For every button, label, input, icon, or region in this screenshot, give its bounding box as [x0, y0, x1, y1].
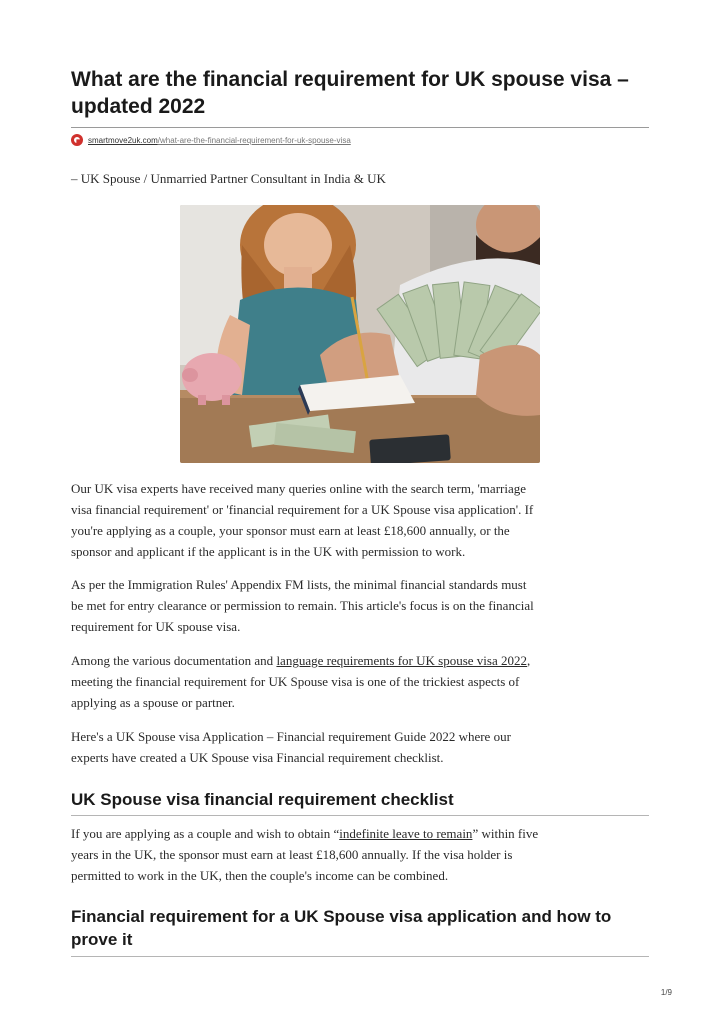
appendix-fm-paragraph: [71, 574, 649, 637]
checklist-divider: [71, 815, 649, 816]
article-subtitle: – UK Spouse / Unmarried Partner Consultant in India & UK: [71, 171, 386, 186]
paragraph-text: ,: [527, 653, 531, 668]
intro-paragraph: [71, 478, 649, 562]
source-url[interactable]: [71, 133, 351, 147]
hero-photo: [180, 205, 540, 463]
paragraph-line: permitted to work in the UK, then the couple's income can be combined.: [71, 868, 449, 883]
paragraph-line: requirement for UK spouse visa.: [71, 619, 241, 634]
language-requirements-link[interactable]: language requirements for UK spouse visa 2022: [276, 653, 527, 668]
paragraph-text: ” within five: [472, 826, 539, 841]
paragraph-line: As per the Immigration Rules' Appendix FM lists, the minimal financial standards must: [71, 577, 527, 592]
checklist-heading: UK Spouse visa financial requirement checklist: [71, 790, 454, 809]
paragraph-line: [71, 823, 649, 844]
page-number: 1/9: [660, 988, 672, 997]
paragraph-line: Here's a UK Spouse visa Application – Financial requirement Guide 2022 where our: [71, 729, 511, 744]
paragraph-line: you're applying as a couple, your sponsor must earn at least £18,600 annually, or the: [71, 523, 510, 538]
application-divider: [71, 956, 649, 957]
source-domain-link[interactable]: smartmove2uk.com: [88, 135, 158, 145]
documentation-paragraph: [71, 650, 649, 713]
paragraph-text: Among the various documentation and: [71, 653, 277, 668]
paragraph-line: applying as a spouse or partner.: [71, 695, 235, 710]
indefinite-leave-link[interactable]: indefinite leave to remain: [339, 826, 473, 841]
application-heading: Financial requirement for a UK Spouse visa application and how to prove it: [71, 907, 612, 949]
paragraph-line: Our UK visa experts have received many queries online with the search term, 'marriage: [71, 481, 526, 496]
paragraph-line: experts have created a UK Spouse visa Financial requirement checklist.: [71, 750, 444, 765]
article-title: What are the financial requirement for UK spouse visa – updated 2022: [71, 68, 629, 118]
paragraph-line: years in the UK, the sponsor must earn at least £18,600 annually. If the visa holder is: [71, 847, 513, 862]
guide-paragraph: [71, 726, 649, 768]
checklist-paragraph: [71, 823, 649, 886]
source-path-link[interactable]: /what-are-the-financial-requirement-for-uk-spouse-visa: [157, 135, 351, 145]
title-divider: [71, 127, 649, 128]
paragraph-text: If you are applying as a couple and wish to obtain “: [71, 826, 340, 841]
paragraph-line: [71, 650, 649, 671]
paragraph-line: visa financial requirement' or 'financial requirement for a UK Spouse visa application'. If: [71, 502, 534, 517]
paragraph-line: sponsor and applicant if the applicant is in the UK with permission to work.: [71, 544, 466, 559]
site-logo-icon: [71, 134, 83, 146]
paragraph-line: be met for entry clearance or permission to remain. This article's focus is on the financial: [71, 598, 534, 613]
paragraph-line: meeting the financial requirement for UK Spouse visa is one of the trickiest aspects of: [71, 674, 520, 689]
